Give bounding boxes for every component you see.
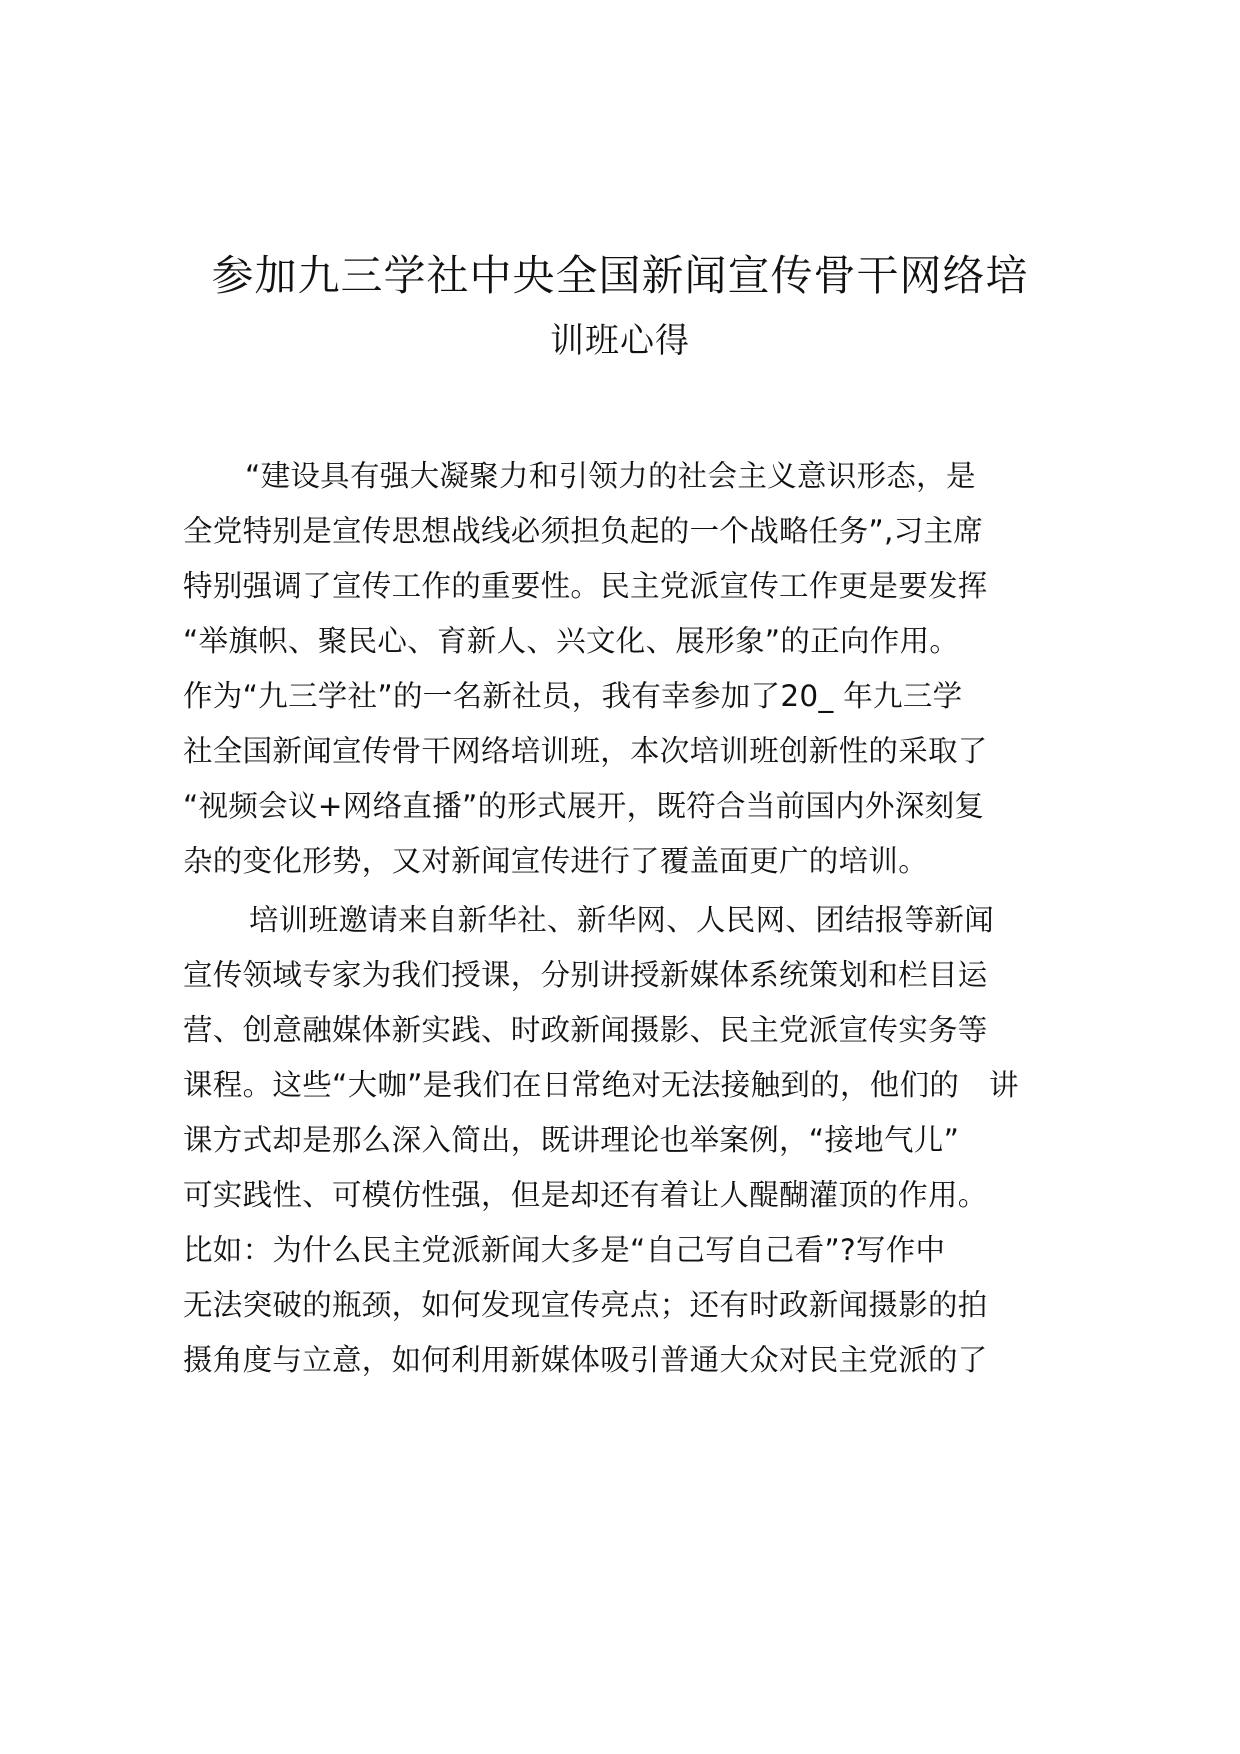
paragraph-2-line-7: 比如：为什么民主党派新闻大多是“自己写自己看”?写作中 (183, 1233, 946, 1267)
paragraph-2-line-6: 可实践性、可模仿性强，但是却还有着让人醍醐灌顶的作用。 (183, 1178, 988, 1212)
paragraph-1-line-8: 杂的变化形势，又对新闻宣传进行了覆盖面更广的培训。 (183, 844, 929, 878)
paragraph-2-line-3: 营、创意融媒体新实践、时政新闻摄影、民主党派宣传实务等 (183, 1013, 988, 1047)
paragraph-1-line-1: “建设具有强大凝聚力和引领力的社会主义意识形态，是 (245, 459, 976, 493)
paragraph-2-line-2: 宣传领域专家为我们授课，分别讲授新媒体系统策划和栏目运 (183, 958, 988, 992)
document-title-line-1: 参加九三学社中央全国新闻宣传骨干网络培 (211, 251, 1029, 300)
paragraph-2-line-9: 摄角度与立意，如何利用新媒体吸引普通大众对民主党派的了 (183, 1343, 988, 1377)
paragraph-1-line-2: 全党特别是宣传思想战线必须担负起的一个战略任务”,习主席 (183, 514, 984, 548)
paragraph-1-line-3: 特别强调了宣传工作的重要性。民主党派宣传工作更是要发挥 (183, 569, 988, 603)
paragraph-1-line-4: “举旗帜、聚民心、育新人、兴文化、展形象”的正向作用。 (183, 624, 960, 658)
paragraph-1-line-5: 作为“九三学社”的一名新社员，我有幸参加了20_ 年九三学 (183, 679, 963, 713)
paragraph-2-line-5: 课方式却是那么深入简出，既讲理论也举案例，“接地气儿” (183, 1123, 960, 1157)
paragraph-2-line-8: 无法突破的瓶颈，如何发现宣传亮点；还有时政新闻摄影的拍 (183, 1288, 988, 1322)
paragraph-1-line-7: “视频会议+网络直播”的形式展开，既符合当前国内外深刻复 (183, 789, 985, 823)
paragraph-1-line-6: 社全国新闻宣传骨干网络培训班，本次培训班创新性的采取了 (183, 734, 988, 768)
document-title-line-2: 训班心得 (550, 321, 690, 361)
paragraph-2-line-1: 培训班邀请来自新华社、新华网、人民网、团结报等新闻 (249, 903, 995, 937)
paragraph-2-line-4: 课程。这些“大咖”是我们在日常绝对无法接触到的，他们的 讲 (183, 1068, 1019, 1102)
